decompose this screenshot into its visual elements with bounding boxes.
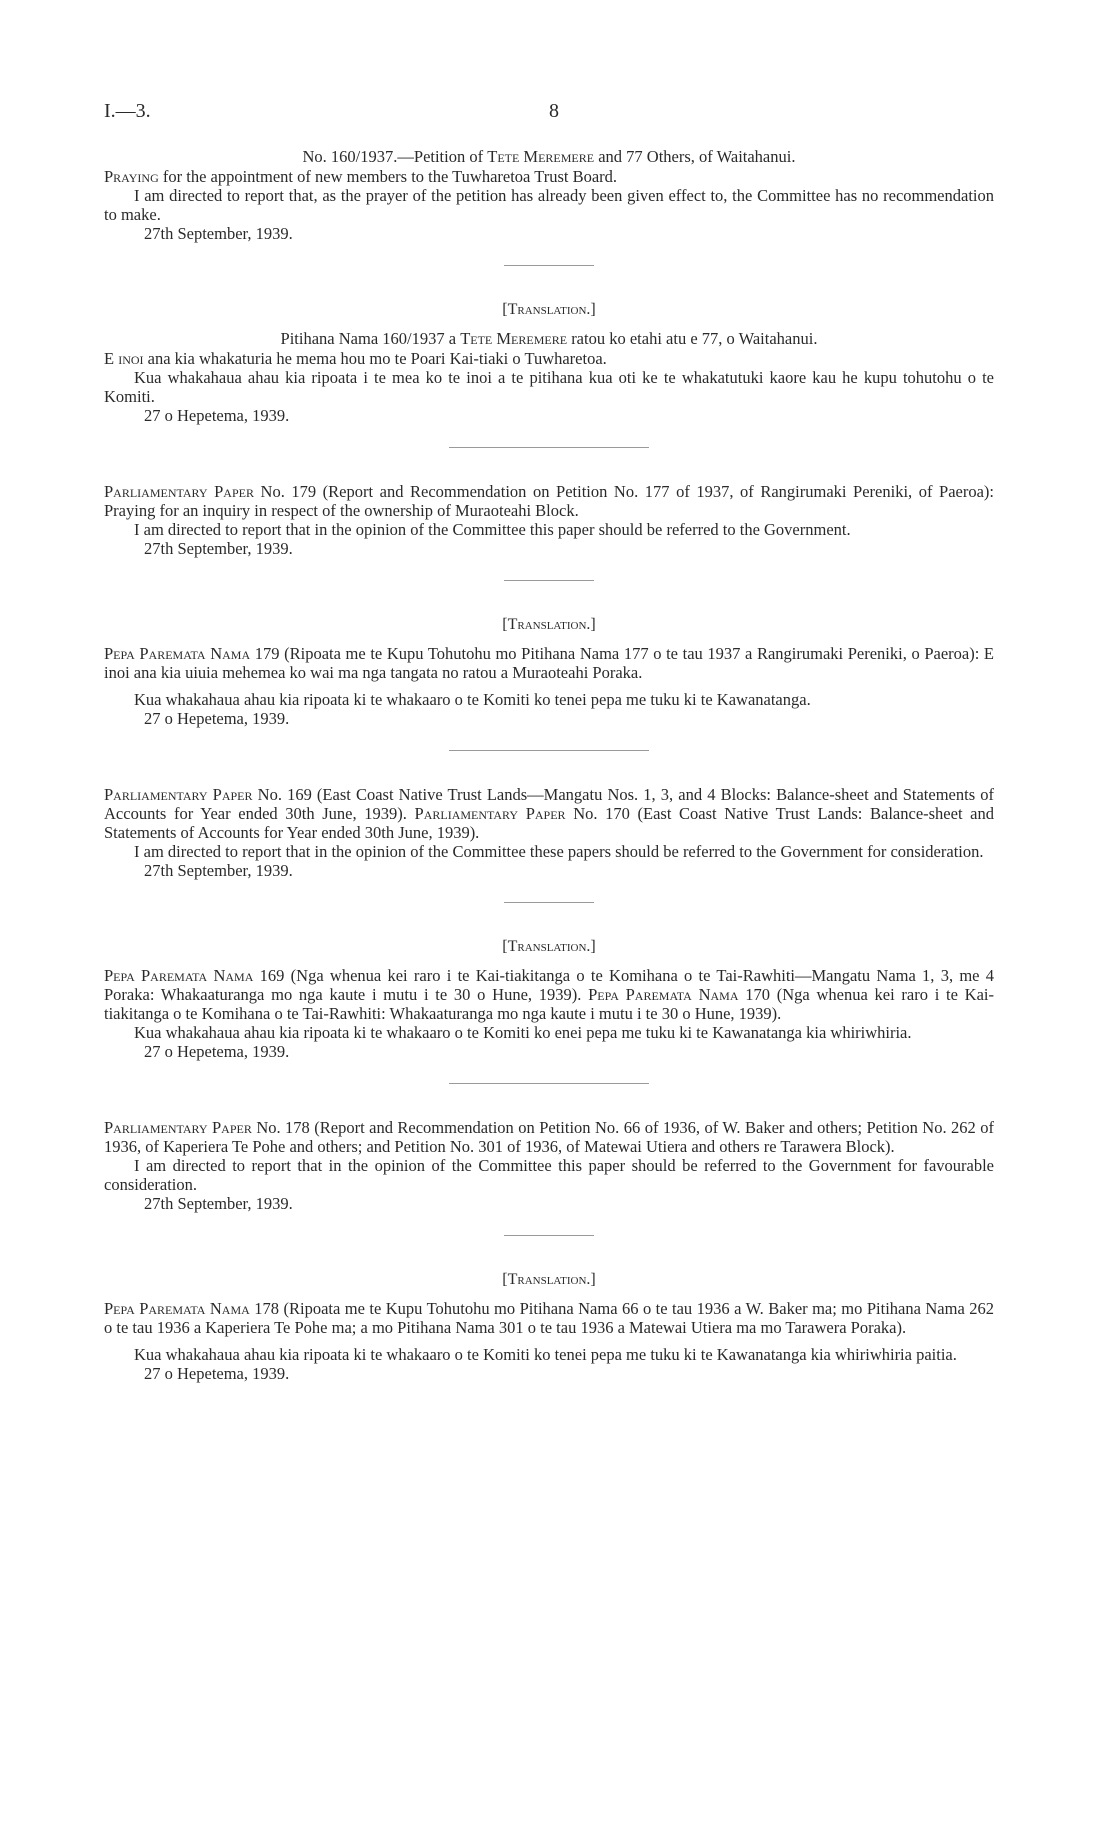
- paper-paragraph: [104, 966, 994, 1023]
- paper-text: 169 (Nga whenua kei raro i te Kai-tiakitanga o te Komihana o te Tai-Rawhiti—Mangatu Nama 1, 3, me 4 Poraka: Whakaaturanga mo nga kaute i mutu i te 30 o Hune, 1939).: [104, 966, 994, 1004]
- report-date: 27 o Hepetema, 1939.: [144, 709, 290, 728]
- sheet-reference: I.—3.: [104, 100, 151, 122]
- report-date: 27th September, 1939.: [144, 224, 293, 243]
- paper-paragraph: [104, 644, 994, 682]
- paper-lead-2: Parliamentary Paper: [414, 804, 566, 823]
- paper-lead-2: Pepa Paremata Nama: [588, 985, 739, 1004]
- paragraph-gap: [104, 1337, 994, 1345]
- paper-lead: Parliamentary Paper: [104, 1118, 252, 1137]
- committee-report: Kua whakahaua ahau kia ripoata ki te whakaaro o te Komiti ko enei pepa me tuku ki te Kawanatanga kia whiriwhiria.: [134, 1023, 912, 1042]
- translation-179-section: [104, 615, 994, 728]
- praying-text: for the appointment of new members to the Tuwharetoa Trust Board.: [158, 167, 618, 186]
- petitioner-name: Tete Meremere: [460, 329, 568, 348]
- praying-paragraph: [104, 167, 994, 186]
- paper-paragraph: [104, 1299, 994, 1337]
- paper-text: 178 (Ripoata me te Kupu Tohutohu mo Pitihana Nama 66 o te tau 1936 a W. Baker ma; mo Pitihana Nama 262 o te tau 1936 a Kaperiera Te Pohe ma; a mo Pitihana Nama 301 o te tau 1936 a Matewai Utiera ma mo Tarawera Poraka).: [104, 1299, 994, 1337]
- praying-lead: Praying: [104, 167, 159, 186]
- committee-report: I am directed to report that, as the prayer of the petition has already been given effect to, the Committee has no recommendation to make.: [104, 186, 994, 224]
- committee-report: Kua whakahaua ahau kia ripoata ki te whakaaro o te Komiti ko tenei pepa me tuku ki te Kawanatanga kia whiriwhiria paitia.: [134, 1345, 957, 1364]
- report-date: 27 o Hepetema, 1939.: [144, 1364, 290, 1383]
- page-number: 8: [549, 100, 559, 122]
- inoi-paragraph: [104, 349, 994, 368]
- heading-rest: ratou ko etahi atu e 77, o Waitahanui.: [567, 329, 818, 348]
- paper-text-2: No. 170 (East Coast Native Trust Lands: Balance-sheet and Statements of Accounts for Year ended 30th June, 1939).: [104, 804, 994, 842]
- section-divider: [504, 265, 594, 266]
- paper-text-2: 170 (Nga whenua kei raro i te Kai-tiakitanga o te Komihana o te Tai-Rawhiti: Whakaaturanga mo nga kaute i mutu i te 30 o Hune, 1939).: [104, 985, 995, 1023]
- paper-lead: Pepa Paremata Nama: [104, 644, 251, 663]
- report-date: 27th September, 1939.: [144, 539, 293, 558]
- paper-paragraph: [104, 785, 994, 842]
- inoi-lead: E inoi: [104, 349, 144, 368]
- report-date: 27 o Hepetema, 1939.: [144, 406, 290, 425]
- committee-report: I am directed to report that in the opinion of the Committee this paper should be referred to the Government for favourable consideration.: [104, 1156, 994, 1194]
- inoi-text: ana kia whakaturia he mema hou mo te Poari Kai-tiaki o Tuwharetoa.: [143, 349, 607, 368]
- paper-lead: Parliamentary Paper: [104, 482, 254, 501]
- page-content: [104, 147, 994, 1383]
- paragraph-gap: [104, 682, 994, 690]
- paper-paragraph: [104, 1118, 994, 1156]
- translation-label: [Translation.]: [502, 616, 596, 633]
- section-divider: [449, 750, 649, 751]
- report-date: 27th September, 1939.: [144, 1194, 293, 1213]
- petition-heading: [104, 147, 994, 166]
- translation-label: [Translation.]: [502, 301, 596, 318]
- running-head: [104, 100, 1010, 128]
- paper-paragraph: [104, 482, 994, 520]
- translation-160-section: [104, 300, 994, 425]
- section-divider: [504, 580, 594, 581]
- translation-label: [Translation.]: [502, 1271, 596, 1288]
- committee-report: I am directed to report that in the opinion of the Committee these papers should be referred to the Government for consideration.: [134, 842, 984, 861]
- paper-179-section: [104, 482, 994, 558]
- committee-report: Kua whakahaua ahau kia ripoata i te mea ko te inoi a te pitihana kua oti ke te whakatutuki kaore kau he kupu tohutohu o te Komiti.: [104, 368, 994, 406]
- paper-178-section: [104, 1118, 994, 1213]
- committee-report: I am directed to report that in the opinion of the Committee this paper should be referred to the Government.: [134, 520, 851, 539]
- translation-label: [Translation.]: [502, 938, 596, 955]
- section-divider: [504, 1235, 594, 1236]
- paper-lead: Parliamentary Paper: [104, 785, 253, 804]
- petition-160-section: [104, 147, 994, 243]
- section-divider: [449, 1083, 649, 1084]
- paper-text: 179 (Ripoata me te Kupu Tohutohu mo Pitihana Nama 177 o te tau 1937 a Rangirumaki Pereniki, o Paeroa): E inoi ana kia uiuia mehemea ko wai ma nga tangata no ratou a Muraoteahi Poraka.: [104, 644, 994, 682]
- paper-text: No. 178 (Report and Recommendation on Petition No. 66 of 1936, of W. Baker and others; Petition No. 262 of 1936, of Kaperiera Te Pohe and others; and Petition No. 301 of 1936, of Matewai Utiera and others re Tarawera Block).: [104, 1118, 994, 1156]
- report-date: 27 o Hepetema, 1939.: [144, 1042, 290, 1061]
- translation-heading: [104, 329, 994, 348]
- paper-169-170-section: [104, 785, 994, 880]
- heading-number: No. 160/1937.—Petition of: [302, 147, 488, 166]
- section-divider: [504, 902, 594, 903]
- translation-178-section: [104, 1270, 994, 1383]
- translation-169-170-section: [104, 937, 994, 1061]
- paper-lead: Pepa Paremata Nama: [104, 1299, 250, 1318]
- paper-text: No. 179 (Report and Recommendation on Petition No. 177 of 1937, of Rangirumaki Pereniki, of Paeroa): Praying for an inquiry in respect of the ownership of Muraoteahi Block.: [104, 482, 995, 520]
- section-divider: [449, 447, 649, 448]
- paper-lead: Pepa Paremata Nama: [104, 966, 254, 985]
- heading-number: Pitihana Nama 160/1937 a: [280, 329, 461, 348]
- petitioner-name: Tete Meremere: [487, 147, 595, 166]
- report-date: 27th September, 1939.: [144, 861, 293, 880]
- committee-report: Kua whakahaua ahau kia ripoata ki te whakaaro o te Komiti ko tenei pepa me tuku ki te Kawanatanga.: [134, 690, 811, 709]
- paper-text: No. 169 (East Coast Native Trust Lands—Mangatu Nos. 1, 3, and 4 Blocks: Balance-sheet and Statements of Accounts for Year ended 30th June, 1939).: [104, 785, 994, 823]
- heading-rest: and 77 Others, of Waitahanui.: [594, 147, 796, 166]
